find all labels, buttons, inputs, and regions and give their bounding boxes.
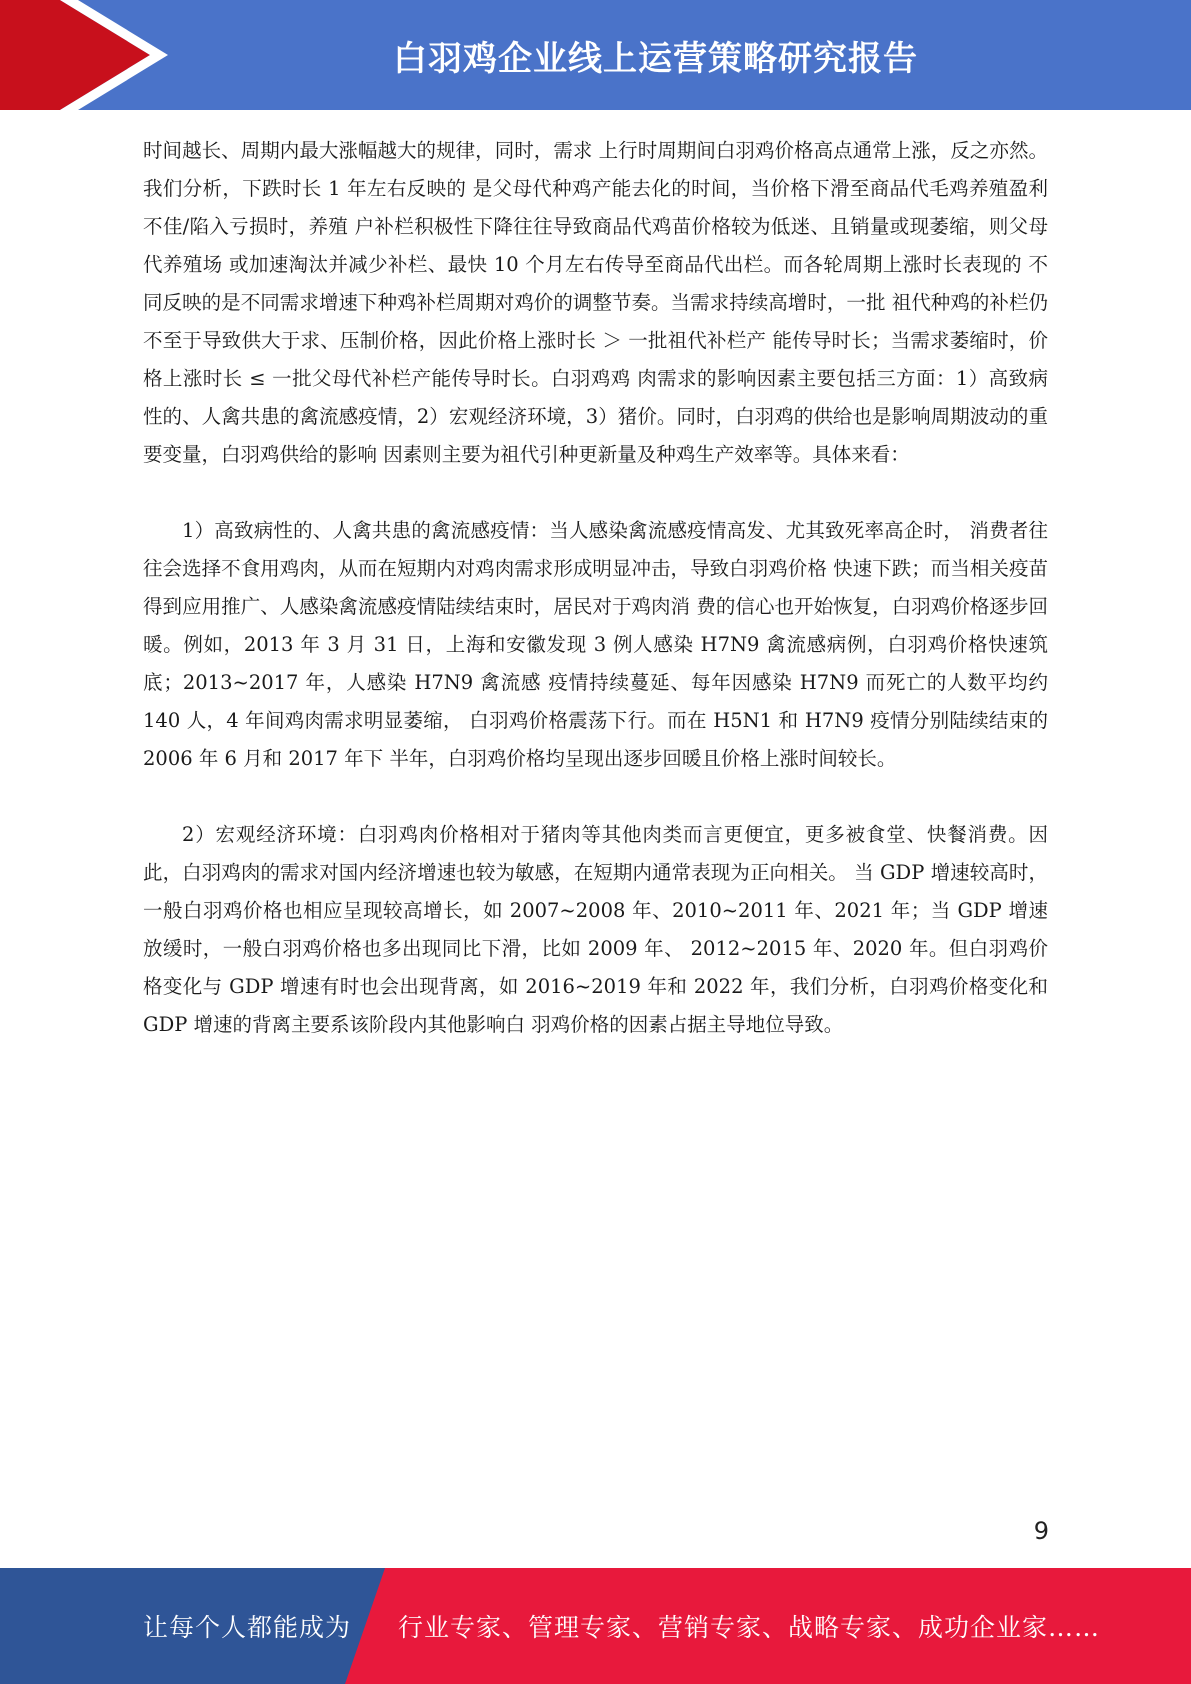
paragraph-cycle-analysis: 时间越长、周期内最大涨幅越大的规律，同时，需求 上行时周期间白羽鸡价格高点通常上涨，反之亦然。我们分析，下跌时长 1 年左右反映的 是父母代种鸡产能去化的时间，当价格下滑至商品代毛鸡养殖盈利不佳/陷入亏损时，养殖 户补栏积极性下降往往导致商品代鸡苗价格较为低迷、且销量或现萎缩，则父母代养殖场 或加速淘汰并减少补栏、最快 10 个月左右传导至商品代出栏。而各轮周期上涨时长表现的 不同反映的是不同需求增速下种鸡补栏周期对鸡价的调整节奏。当需求持续高增时，一批 祖代种鸡的补栏仍不至于导致供大于求、压制价格，因此价格上涨时长 ＞ 一批祖代补栏产 能传导时长；当需求萎缩时，价格上涨时长 ≤ 一批父母代补栏产能传导时长。白羽鸡鸡 肉需求的影响因素主要包括三方面：1）高致病性的、人禽共患的禽流感疫情，2）宏观经济环境，3）猪价。同时，白羽鸡的供给也是影响周期波动的重要变量，白羽鸡供给的影响 因素则主要为祖代引种更新量及种鸡生产效率等。具体来看： [143, 139, 1048, 466]
page-header [0, 0, 1191, 110]
footer-slogan-right: 行业专家、管理专家、营销专家、战略专家、成功企业家…… [398, 1613, 1101, 1642]
report-title: 白羽鸡企业线上运营策略研究报告 [393, 38, 918, 79]
body-text [143, 132, 1048, 1082]
page-footer [0, 1568, 1191, 1684]
paragraph-avian-flu: 1）高致病性的、人禽共患的禽流感疫情：当人感染禽流感疫情高发、尤其致死率高企时， 消费者往往会选择不食用鸡肉，从而在短期内对鸡肉需求形成明显冲击，导致白羽鸡价格 快速下跌；而当相关疫苗得到应用推广、人感染禽流感疫情陆续结束时，居民对于鸡肉消 费的信心也开始恢复，白羽鸡价格逐步回暖。例如，2013 年 3 月 31 日，上海和安徽发现 3 例人感染 H7N9 禽流感病例，白羽鸡价格快速筑底；2013~2017 年，人感染 H7N9 禽流感 疫情持续蔓延、每年因感染 H7N9 而死亡的人数平均约 140 人，4 年间鸡肉需求明显萎缩， 白羽鸡价格震荡下行。而在 H5N1 和 H7N9 疫情分别陆续结束的 2006 年 6 月和 2017 年下 半年，白羽鸡价格均呈现出逐步回暖且价格上涨时间较长。 [143, 519, 1048, 770]
page-number: 9 [1033, 1517, 1049, 1545]
paragraph-macro-economy: 2）宏观经济环境：白羽鸡肉价格相对于猪肉等其他肉类而言更便宜，更多被食堂、快餐消费。因此，白羽鸡肉的需求对国内经济增速也较为敏感，在短期内通常表现为正向相关。 当 GDP 增速较高时，一般白羽鸡价格也相应呈现较高增长，如 2007~2008 年、2010~2011 年、2021 年；当 GDP 增速放缓时，一般白羽鸡价格也多出现同比下滑，比如 2009 年、 2012~2015 年、2020 年。但白羽鸡价格变化与 GDP 增速有时也会出现背离，如 2016~2019 年和 2022 年，我们分析，白羽鸡价格变化和 GDP 增速的背离主要系该阶段内其他影响白 羽鸡价格的因素占据主导地位导致。 [143, 823, 1048, 1036]
footer-slogan-left: 让每个人都能成为 [143, 1613, 352, 1642]
